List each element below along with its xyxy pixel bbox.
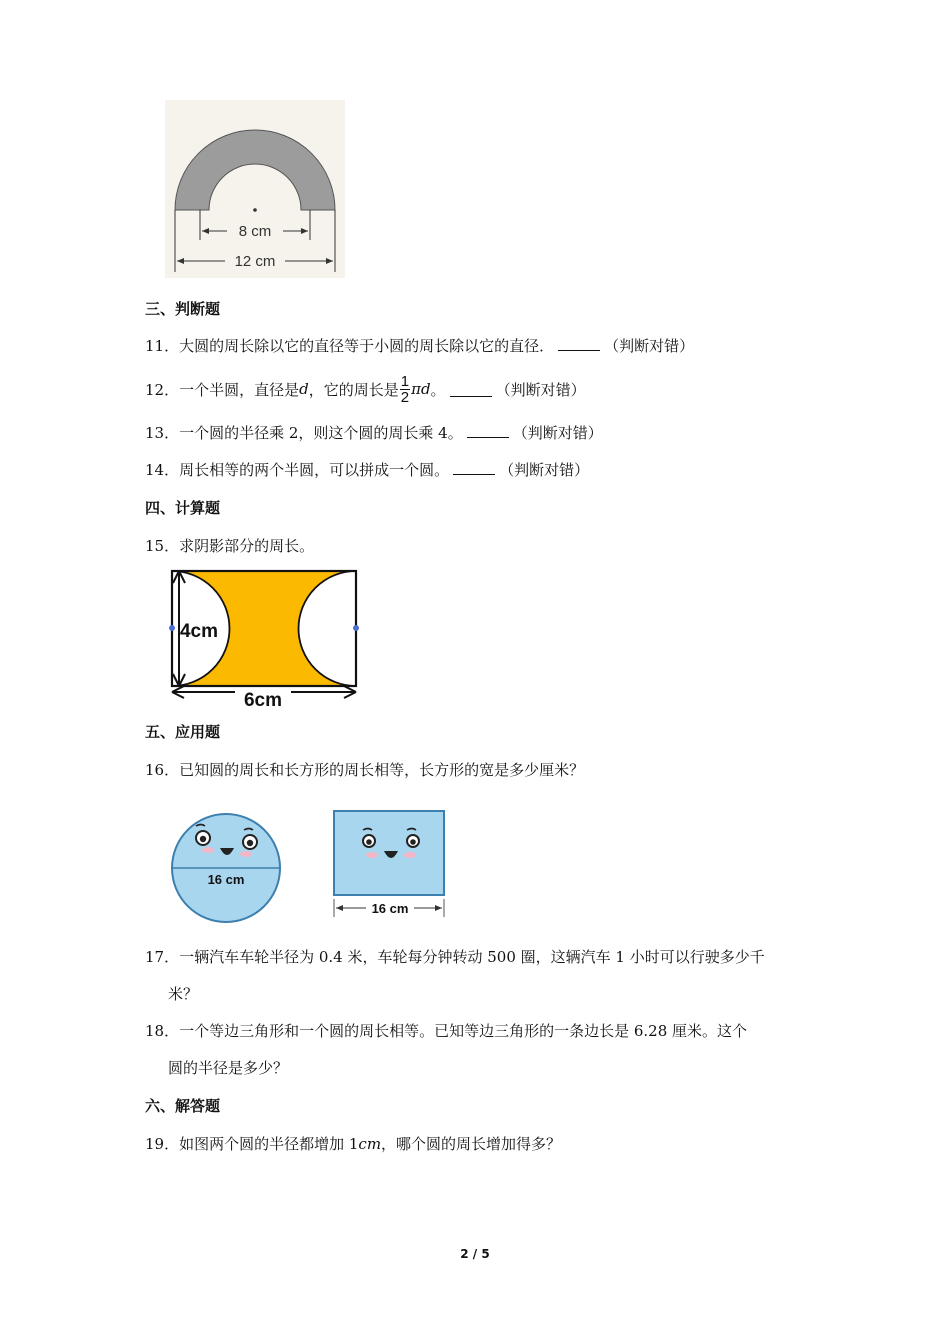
question-text: ，哪个圆的周长增加得多？ xyxy=(381,1135,562,1153)
section-title-judgement: 三、判断题 xyxy=(145,300,221,318)
fraction xyxy=(400,374,410,405)
question-11 xyxy=(145,335,694,356)
question-text: 一个等边三角形和一个圆的周长相等。已知等边三角形的一条边长是 6.28 厘米。这个 xyxy=(179,1022,748,1040)
arch-outer-label: 12 cm xyxy=(234,253,276,270)
question-text: 。 xyxy=(430,380,446,399)
rect-face-figure xyxy=(330,807,458,925)
question-number: 11． xyxy=(145,337,180,355)
question-15 xyxy=(145,535,314,556)
answer-blank[interactable] xyxy=(558,336,600,351)
question-hint: （判断对错） xyxy=(604,337,695,355)
question-18-continued: 圆的半径是多少？ xyxy=(168,1059,289,1077)
question-17-continued: 米？ xyxy=(168,985,199,1003)
shaded-height-label: 4cm xyxy=(179,621,219,642)
question-number: 15． xyxy=(145,537,180,555)
question-text: 一个圆的半径乘 2，则这个圆的周长乘 4。 xyxy=(179,424,463,442)
fraction-numerator: 1 xyxy=(400,372,410,390)
unit-cm: cm xyxy=(358,1135,382,1153)
pi-symbol: π xyxy=(411,380,421,398)
question-14 xyxy=(145,459,589,480)
question-text: 一个半圆，直径是 xyxy=(179,380,300,399)
question-text: 大圆的周长除以它的直径等于小圆的周长除以它的直径． xyxy=(179,337,555,355)
question-number: 18． xyxy=(145,1022,180,1040)
fraction-denominator: 2 xyxy=(400,388,410,406)
question-16 xyxy=(145,759,584,780)
arch-inner-label: 8 cm xyxy=(238,223,272,240)
question-number: 13． xyxy=(145,424,180,442)
question-18 xyxy=(145,1020,747,1041)
question-number: 16． xyxy=(145,761,180,779)
answer-blank[interactable] xyxy=(453,460,495,475)
answer-blank[interactable] xyxy=(450,382,492,397)
question-number: 12． xyxy=(145,380,180,399)
variable-d: d xyxy=(420,380,431,398)
question-text: ，它的周长是 xyxy=(308,380,399,399)
question-number: 19． xyxy=(145,1135,180,1153)
page-number: 2 / 5 xyxy=(460,1247,490,1261)
question-text: 如图两个圆的半径都增加 1 xyxy=(179,1135,359,1153)
question-text: 一辆汽车车轮半径为 0.4 米，车轮每分钟转动 500 圈，这辆汽车 1 小时可以行驶多少千 xyxy=(179,948,765,966)
question-hint: （判断对错） xyxy=(499,461,590,479)
question-12 xyxy=(145,369,586,409)
shaded-figure xyxy=(165,565,365,710)
question-text: 周长相等的两个半圆，可以拼成一个圆。 xyxy=(179,461,450,479)
arch-figure xyxy=(165,100,345,278)
question-number: 17． xyxy=(145,948,180,966)
section-title-application: 五、应用题 xyxy=(145,723,221,741)
question-hint: （判断对错） xyxy=(512,424,603,442)
question-hint: （判断对错） xyxy=(495,380,586,399)
question-17 xyxy=(145,946,765,967)
question-text: 求阴影部分的周长。 xyxy=(179,537,315,555)
rect-length-label: 16 cm xyxy=(371,901,409,916)
question-19 xyxy=(145,1133,561,1154)
shaded-width-label: 6cm xyxy=(243,690,283,710)
question-number: 14． xyxy=(145,461,180,479)
circle-face-figure xyxy=(168,808,286,926)
variable-d: d xyxy=(299,380,309,398)
section-title-calculation: 四、计算题 xyxy=(145,499,221,517)
question-13 xyxy=(145,422,603,443)
answer-blank[interactable] xyxy=(467,423,509,438)
section-title-answer: 六、解答题 xyxy=(145,1097,221,1115)
question-text: 已知圆的周长和长方形的周长相等，长方形的宽是多少厘米？ xyxy=(179,761,585,779)
circle-diameter-label: 16 cm xyxy=(207,872,245,887)
